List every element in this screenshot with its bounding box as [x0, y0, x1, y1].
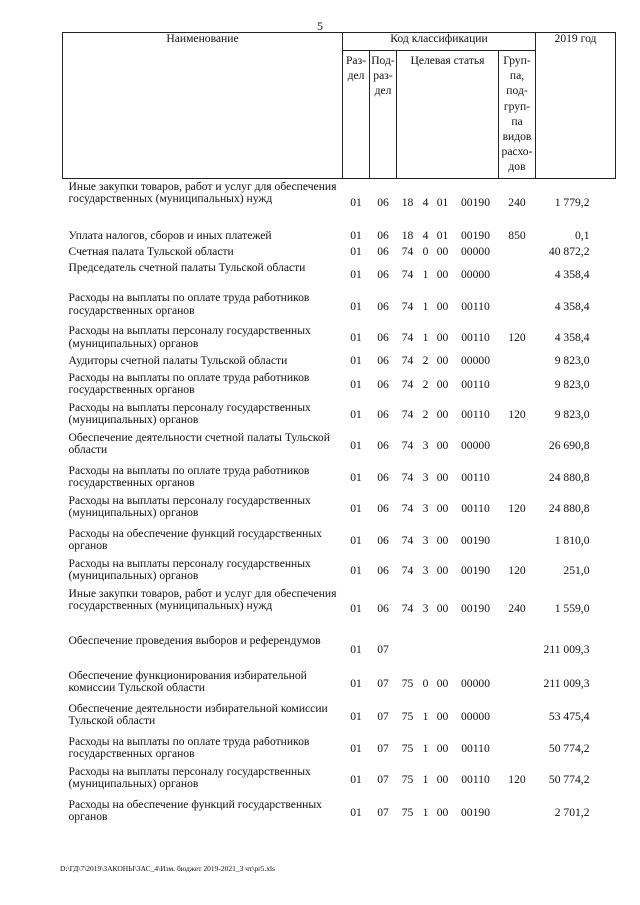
row-sum: 40 872,2: [548, 244, 590, 258]
row-podrazdel: 06: [377, 439, 389, 453]
row-cs-program: 74: [401, 377, 414, 391]
row-cs-subprogram: 2: [422, 377, 429, 391]
row-cs-program: 74: [401, 533, 414, 547]
row-cs-subprogram: 1: [422, 741, 429, 755]
row-cs-code: 00110: [461, 407, 490, 421]
row-podrazdel: 06: [377, 354, 389, 368]
row-cs-code: 00190: [461, 228, 490, 242]
row-sum: 4 358,4: [554, 331, 590, 345]
row-cs-subprogram: 4: [422, 196, 429, 210]
row-expense-group: [499, 701, 536, 734]
row-razdel: 01: [350, 354, 362, 368]
row-podrazdel: 06: [377, 470, 389, 484]
row-podrazdel: 07: [377, 773, 389, 787]
row-cs-code: 00110: [461, 502, 490, 516]
row-razdel: 01: [350, 710, 362, 724]
row-cs-code: 00190: [461, 602, 490, 616]
row-expense-group: 120: [508, 331, 526, 345]
row-sum: 211 009,3: [543, 643, 590, 657]
row-cs-subprogram: 1: [422, 268, 429, 282]
row-cs-subprogram: 2: [422, 407, 429, 421]
row-cs-direction: 00: [436, 773, 449, 787]
row-cs-code: 00000: [461, 439, 490, 453]
budget-table: [62, 32, 616, 829]
table-row: [63, 668, 616, 701]
row-razdel: 01: [350, 533, 362, 547]
row-cs-subprogram: 3: [422, 533, 429, 547]
row-expense-group: [499, 290, 536, 323]
row-razdel: 01: [350, 470, 362, 484]
row-sum: 1 779,2: [554, 196, 590, 210]
row-razdel: 01: [350, 407, 362, 421]
file-path-footer: D:\ГД\7\2019\ЗАКОНЫ\ЗАС_4\Изм. бюджет 2019-2021_3 чт\pr5.xls: [60, 864, 276, 873]
row-cs-code: 00000: [461, 710, 490, 724]
row-podrazdel: 07: [377, 643, 389, 657]
row-podrazdel: 06: [377, 602, 389, 616]
row-expense-group: [499, 668, 536, 701]
row-podrazdel: 07: [377, 710, 389, 724]
row-cs-direction: 00: [436, 602, 449, 616]
row-cs-direction: 01: [436, 228, 449, 242]
row-cs-program: 75: [401, 677, 414, 691]
row-cs-program: 75: [401, 710, 414, 724]
row-podrazdel: 06: [377, 196, 389, 210]
row-cs-program: 74: [401, 502, 414, 516]
row-cs-code: 00110: [461, 299, 490, 313]
row-expense-group: [499, 370, 536, 400]
row-cs-subprogram: 3: [422, 439, 429, 453]
row-cs-program: 74: [401, 354, 414, 368]
header-year: 2019 год: [536, 33, 616, 179]
row-cs-code: 00110: [461, 377, 490, 391]
row-name: Аудиторы счетной палаты Тульской области: [68, 354, 288, 368]
header-name: Наименование: [63, 33, 343, 179]
row-cs-code: 00110: [461, 331, 490, 345]
row-cs-direction: 00: [436, 244, 449, 258]
row-expense-group: [499, 244, 536, 260]
row-cs-program: 74: [401, 268, 414, 282]
row-expense-group: [499, 463, 536, 493]
row-cs-program: 74: [401, 407, 414, 421]
table-row: [63, 797, 616, 829]
row-razdel: 01: [350, 602, 362, 616]
row-cs-direction: 00: [436, 805, 449, 819]
row-name: Расходы на обеспечение функций государственных органов: [68, 526, 322, 553]
row-cs-code: 00190: [461, 805, 490, 819]
header-gruppa: [499, 51, 536, 179]
row-expense-group: [499, 353, 536, 369]
row-expense-group: [499, 430, 536, 463]
row-sum: 50 774,2: [548, 773, 590, 787]
row-cs-code: 00000: [461, 244, 490, 258]
table-row: [63, 586, 616, 633]
header-razdel: [343, 51, 370, 179]
row-expense-group: [499, 633, 536, 668]
row-cs-subprogram: 1: [422, 710, 429, 724]
row-sum: 1 810,0: [554, 533, 590, 547]
row-cs-program: 74: [401, 563, 414, 577]
row-cs-program: 74: [401, 470, 414, 484]
row-expense-group: [499, 734, 536, 764]
row-expense-group: [499, 526, 536, 556]
row-podrazdel: 07: [377, 805, 389, 819]
row-razdel: 01: [350, 299, 362, 313]
row-name: Обеспечение деятельности избирательной комиссии Тульской области: [68, 701, 328, 728]
row-cs-code: 00190: [461, 563, 490, 577]
row-podrazdel: 06: [377, 228, 389, 242]
header-classification: Код классификации: [343, 33, 536, 51]
row-cs-direction: 00: [436, 354, 449, 368]
row-cs-program: 18: [401, 196, 414, 210]
row-razdel: 01: [350, 439, 362, 453]
row-cs-subprogram: 0: [422, 677, 429, 691]
row-cs-subprogram: [419, 633, 433, 668]
row-sum: 26 690,8: [548, 439, 590, 453]
row-cs-program: 74: [401, 244, 414, 258]
table-row: [63, 353, 616, 369]
row-razdel: 01: [350, 268, 362, 282]
row-cs-subprogram: 2: [422, 354, 429, 368]
row-sum: 24 880,8: [548, 502, 590, 516]
row-name: Счетная палата Тульской области: [68, 244, 234, 258]
page-number: 5: [317, 19, 323, 33]
row-podrazdel: 06: [377, 244, 389, 258]
row-cs-direction: 00: [436, 331, 449, 345]
row-podrazdel: 07: [377, 677, 389, 691]
row-cs-direction: 00: [436, 563, 449, 577]
row-cs-direction: 01: [436, 196, 449, 210]
table-row: [63, 526, 616, 556]
row-podrazdel: 06: [377, 533, 389, 547]
table-row: [63, 734, 616, 764]
row-razdel: 01: [350, 244, 362, 258]
row-expense-group: 120: [508, 563, 526, 577]
row-cs-subprogram: 3: [422, 502, 429, 516]
row-expense-group: 120: [508, 407, 526, 421]
row-cs-program: 18: [401, 228, 414, 242]
row-razdel: 01: [350, 331, 362, 345]
row-cs-code: 00000: [461, 268, 490, 282]
row-sum: 251,0: [563, 563, 590, 577]
table-row: [63, 633, 616, 668]
row-razdel: 01: [350, 805, 362, 819]
row-expense-group: 120: [508, 502, 526, 516]
row-cs-code: 00110: [461, 773, 490, 787]
row-razdel: 01: [350, 196, 362, 210]
table-row: [63, 701, 616, 734]
row-name: Расходы на выплаты персоналу государственных (муниципальных) органов: [68, 400, 311, 427]
row-podrazdel: 06: [377, 563, 389, 577]
row-name: Обеспечение деятельности счетной палаты Тульской области: [68, 430, 330, 457]
table-row: [63, 323, 616, 353]
row-podrazdel: 06: [377, 268, 389, 282]
row-cs-subprogram: 1: [422, 773, 429, 787]
row-sum: 4 358,4: [554, 268, 590, 282]
table-row: [63, 764, 616, 797]
row-expense-group: 120: [508, 773, 526, 787]
row-name: Обеспечение проведения выборов и референдумов: [68, 633, 321, 647]
row-name: Иные закупки товаров, работ и услуг для обеспечения государственных (муниципальных) нужд: [68, 180, 337, 206]
row-razdel: 01: [350, 228, 362, 242]
row-cs-subprogram: 3: [422, 470, 429, 484]
row-cs-program: 75: [401, 805, 414, 819]
row-cs-direction: 00: [436, 377, 449, 391]
row-name: Расходы на обеспечение функций государственных органов: [68, 797, 322, 824]
table-row: [63, 370, 616, 400]
header-celevaya: Целевая статья: [397, 51, 499, 179]
row-name: Расходы на выплаты по оплате труда работников государственных органов: [68, 291, 310, 317]
row-podrazdel: 07: [377, 741, 389, 755]
row-cs-program: 74: [401, 439, 414, 453]
row-cs-subprogram: 3: [422, 602, 429, 616]
row-name: Председатель счетной палаты Тульской области: [68, 261, 306, 275]
row-name: Обеспечение функционирования избирательной комиссии Тульской области: [68, 668, 307, 695]
row-expense-group: 240: [508, 196, 526, 210]
table-row: [63, 463, 616, 493]
row-cs-program: 74: [401, 299, 414, 313]
row-cs-direction: 00: [436, 710, 449, 724]
header-podrazdel: [370, 51, 397, 179]
row-sum: 1 559,0: [554, 602, 590, 616]
row-cs-program: 75: [401, 773, 414, 787]
row-name: Иные закупки товаров, работ и услуг для обеспечения государственных (муниципальных) нужд: [68, 586, 337, 613]
row-sum: 4 358,4: [554, 299, 590, 313]
row-cs-direction: [433, 633, 453, 668]
row-cs-direction: 00: [436, 502, 449, 516]
row-name: Уплата налогов, сборов и иных платежей: [68, 228, 272, 242]
row-razdel: 01: [350, 502, 362, 516]
row-cs-subprogram: 1: [422, 331, 429, 345]
row-podrazdel: 06: [377, 331, 389, 345]
row-cs-code: 00110: [461, 470, 490, 484]
row-name: Расходы на выплаты персоналу государственных (муниципальных) органов: [68, 556, 311, 583]
row-sum: 2 701,2: [554, 805, 590, 819]
row-name: Расходы на выплаты персоналу государственных (муниципальных) органов: [68, 764, 311, 791]
row-cs-program: 75: [401, 741, 414, 755]
row-podrazdel: 06: [377, 377, 389, 391]
row-podrazdel: 06: [377, 299, 389, 313]
row-sum: 211 009,3: [543, 677, 590, 691]
row-sum: 24 880,8: [548, 470, 590, 484]
row-cs-program: [397, 633, 419, 668]
row-cs-program: 74: [401, 602, 414, 616]
row-expense-group: 850: [508, 228, 526, 242]
row-cs-subprogram: 0: [422, 244, 429, 258]
row-name: Расходы на выплаты персоналу государственных (муниципальных) органов: [68, 324, 311, 350]
row-sum: 9 823,0: [554, 407, 590, 421]
row-cs-subprogram: 1: [422, 299, 429, 313]
row-razdel: 01: [350, 741, 362, 755]
header-gruppa-text: Груп- па, под- груп- па видов расхо- дов: [501, 54, 533, 174]
table-row: [63, 260, 616, 290]
table-row: [63, 290, 616, 323]
row-sum: 9 823,0: [554, 377, 590, 391]
row-name: Расходы на выплаты по оплате труда работников государственных органов: [68, 463, 310, 490]
table-row: [63, 400, 616, 430]
row-podrazdel: 06: [377, 407, 389, 421]
header-podrazdel-text: Под- раз- дел: [371, 54, 395, 98]
table-row: [63, 556, 616, 586]
table-row: [63, 493, 616, 526]
row-sum: 0,1: [575, 228, 590, 242]
row-cs-subprogram: 1: [422, 805, 429, 819]
row-expense-group: [499, 797, 536, 829]
row-podrazdel: 06: [377, 502, 389, 516]
row-sum: 53 475,4: [548, 710, 590, 724]
row-cs-direction: 00: [436, 533, 449, 547]
row-sum: 9 823,0: [554, 354, 590, 368]
row-cs-direction: 00: [436, 407, 449, 421]
row-razdel: 01: [350, 377, 362, 391]
table-row: [63, 179, 616, 228]
row-expense-group: [499, 260, 536, 290]
row-cs-subprogram: 3: [422, 563, 429, 577]
row-name: Расходы на выплаты по оплате труда работников государственных органов: [68, 734, 310, 761]
row-sum: 50 774,2: [548, 741, 590, 755]
row-cs-direction: 00: [436, 299, 449, 313]
row-cs-code: 00190: [461, 533, 490, 547]
row-razdel: 01: [350, 677, 362, 691]
row-cs-code: 00190: [461, 196, 490, 210]
row-cs-code: 00110: [461, 741, 490, 755]
row-cs-direction: 00: [436, 677, 449, 691]
row-cs-code: [453, 633, 499, 668]
row-cs-code: 00000: [461, 677, 490, 691]
row-name: Расходы на выплаты персоналу государственных (муниципальных) органов: [68, 493, 311, 520]
row-cs-direction: 00: [436, 268, 449, 282]
table-row: [63, 228, 616, 244]
row-name: Расходы на выплаты по оплате труда работников государственных органов: [68, 370, 310, 397]
row-cs-direction: 00: [436, 470, 449, 484]
table-row: [63, 244, 616, 260]
row-cs-direction: 00: [436, 439, 449, 453]
row-cs-direction: 00: [436, 741, 449, 755]
table-row: [63, 430, 616, 463]
row-expense-group: 240: [508, 602, 526, 616]
row-cs-subprogram: 4: [422, 228, 429, 242]
row-razdel: 01: [350, 773, 362, 787]
row-cs-program: 74: [401, 331, 414, 345]
row-cs-code: 00000: [461, 354, 490, 368]
header-razdel-text: Раз- дел: [345, 54, 367, 83]
row-razdel: 01: [350, 563, 362, 577]
row-razdel: 01: [350, 643, 362, 657]
